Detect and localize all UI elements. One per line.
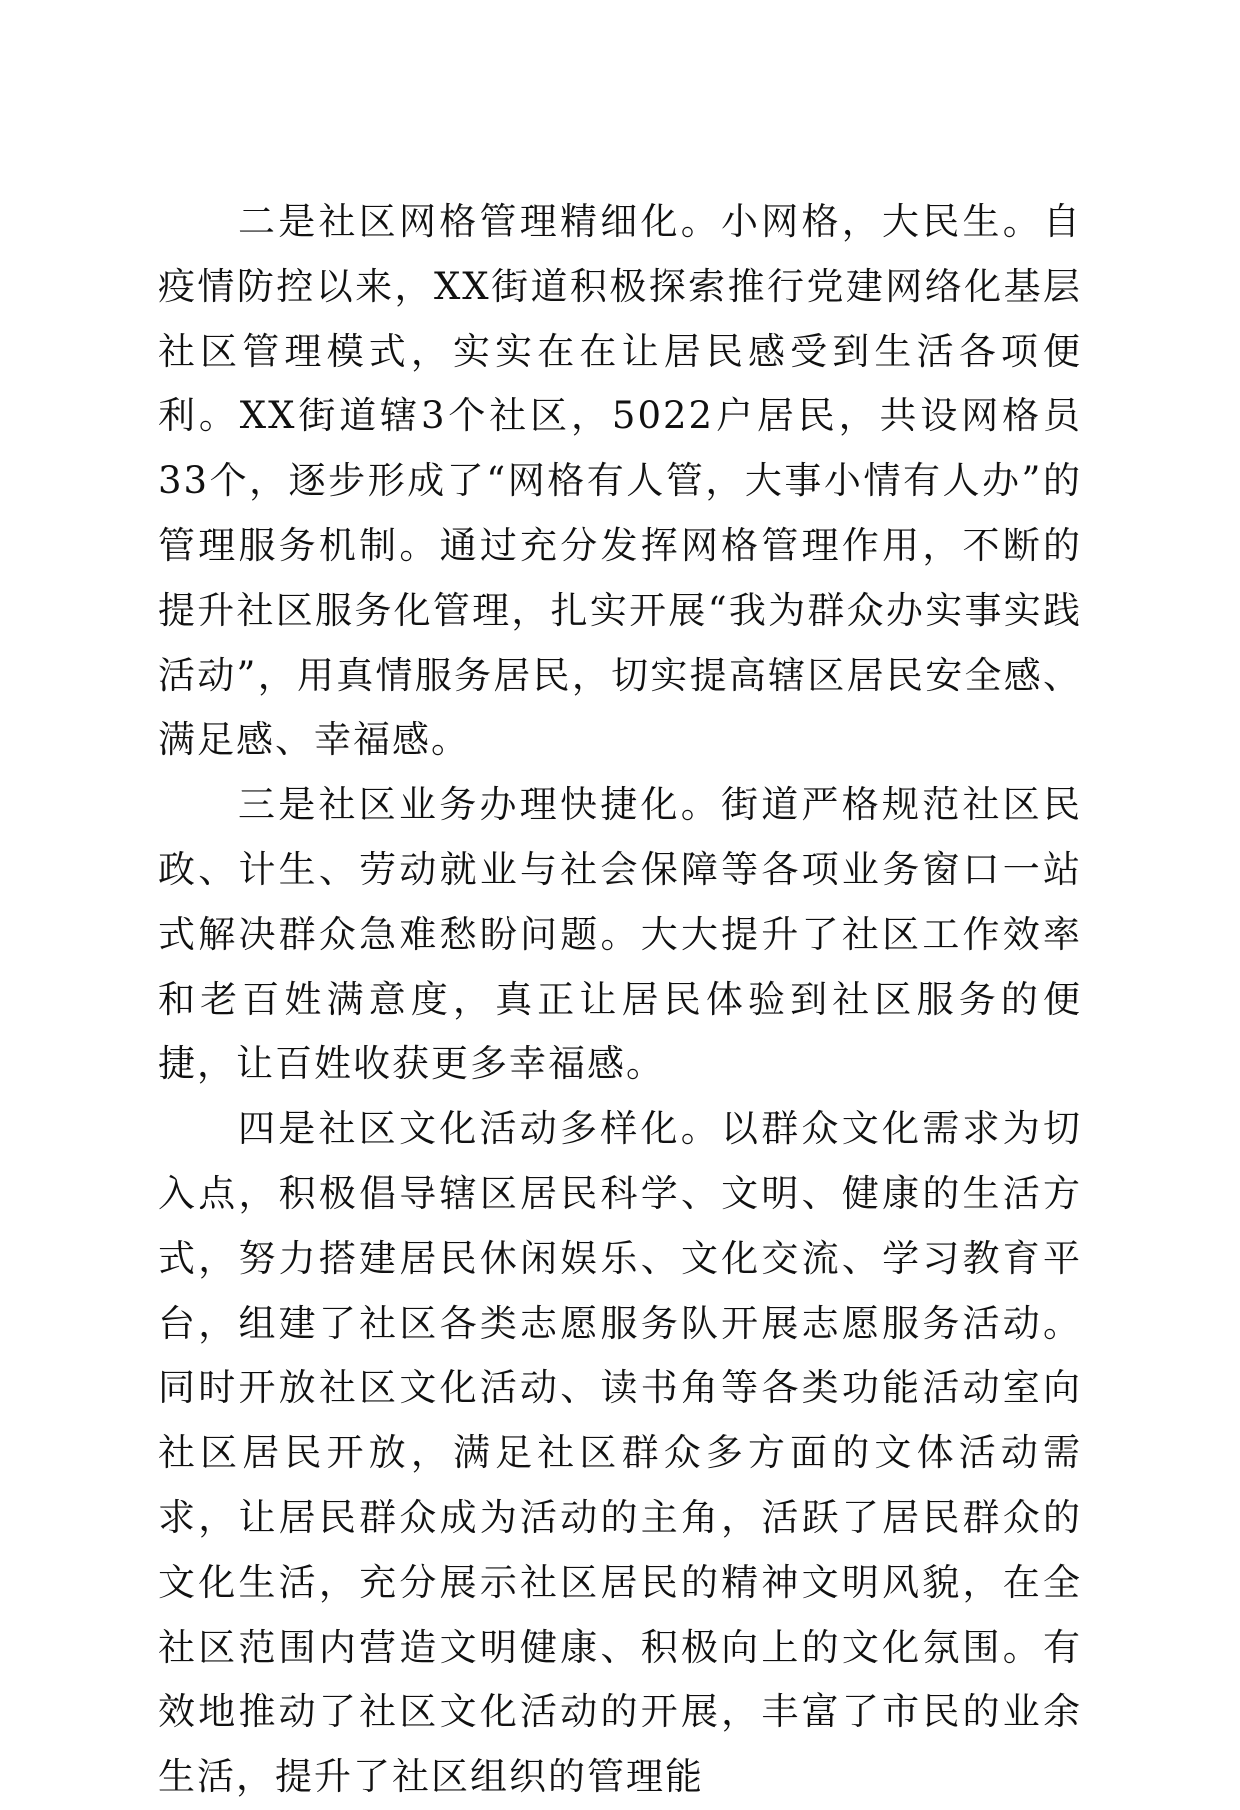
paragraph-body: 以群众文化需求为切入点，积极倡导辖区居民科学、文明、健康的生活方式，努力搭建居民休闲娱乐、文化交流、学习教育平台，组建了社区各类志愿服务队开展志愿服务活动。同时开放社区文化活动、读书角等各类功能活动室向社区居民开放，满足社区群众多方面的文体活动需求，让居民群众成为活动的主角，活跃了居民群众的文化生活，充分展示社区居民的精神文明风貌，在全社区范围内营造文明健康、积极向上的文化氛围。有效地推动了社区文化活动的开展，丰富了市民的业余生活，提升了社区组织的管理能 — [158, 1107, 1082, 1799]
paragraph-business-handling — [158, 773, 1082, 1097]
paragraph-lead: 四是社区文化活动多样化。 — [238, 1107, 721, 1151]
paragraph-lead: 三是社区业务办理快捷化。 — [238, 783, 721, 827]
paragraph-body: 小网格，大民生。自疫情防控以来，XX街道积极探索推行党建网络化基层社区管理模式，实实在在让居民感受到生活各项便利。XX街道辖3个社区，5022户居民，共设网格员33个，逐步形成了“网格有人管，大事小情有人办”的管理服务机制。通过充分发挥网格管理作用，不断的提升社区服务化管理，扎实开展“我为群众办实事实践活动”，用真情服务居民，切实提高辖区居民安全感、满足感、幸福感。 — [158, 200, 1082, 762]
paragraph-cultural-activities — [158, 1097, 1082, 1810]
paragraph-grid-management — [158, 190, 1082, 773]
document-body — [158, 190, 1082, 1810]
paragraph-lead: 二是社区网格管理精细化。 — [238, 200, 721, 243]
paragraph-body: 街道严格规范社区民政、计生、劳动就业与社会保障等各项业务窗口一站式解决群众急难愁盼问题。大大提升了社区工作效率和老百姓满意度，真正让居民体验到社区服务的便捷，让百姓收获更多幸福感。 — [158, 783, 1082, 1086]
